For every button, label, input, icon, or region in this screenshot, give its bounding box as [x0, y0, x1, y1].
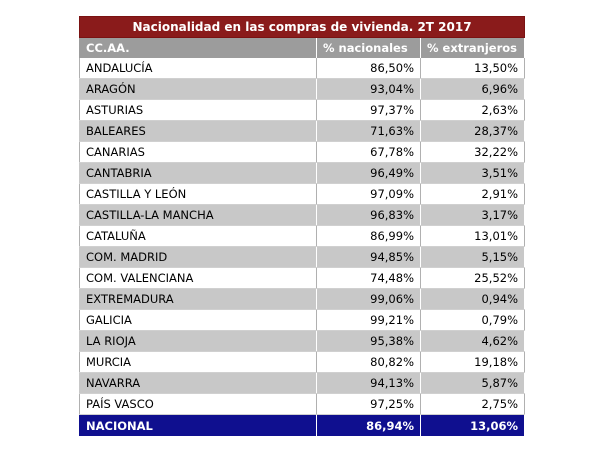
- nacionales-cell: 94,13%: [317, 373, 421, 394]
- nacionales-cell: 96,49%: [317, 163, 421, 184]
- nacionales-cell: 95,38%: [317, 331, 421, 352]
- nacionales-cell: 86,99%: [317, 226, 421, 247]
- nacionales-cell: 94,85%: [317, 247, 421, 268]
- region-cell: ANDALUCÍA: [80, 58, 317, 79]
- region-cell: CATALUÑA: [80, 226, 317, 247]
- table-row: [80, 331, 525, 352]
- region-cell: COM. MADRID: [80, 247, 317, 268]
- total-extranjeros: 13,06%: [421, 415, 525, 437]
- table-row: [80, 310, 525, 331]
- nacionales-cell: 86,50%: [317, 58, 421, 79]
- region-cell: BALEARES: [80, 121, 317, 142]
- table-row: [80, 163, 525, 184]
- table-row: [80, 205, 525, 226]
- nacionales-cell: 67,78%: [317, 142, 421, 163]
- nacionales-cell: 74,48%: [317, 268, 421, 289]
- nacionales-cell: 97,37%: [317, 100, 421, 121]
- extranjeros-cell: 2,75%: [421, 394, 525, 415]
- region-cell: ARAGÓN: [80, 79, 317, 100]
- region-cell: CASTILLA Y LEÓN: [80, 184, 317, 205]
- extranjeros-cell: 13,01%: [421, 226, 525, 247]
- region-cell: CANARIAS: [80, 142, 317, 163]
- extranjeros-cell: 19,18%: [421, 352, 525, 373]
- extranjeros-cell: 13,50%: [421, 58, 525, 79]
- table-row: [80, 373, 525, 394]
- extranjeros-cell: 0,79%: [421, 310, 525, 331]
- table-body: [80, 58, 525, 415]
- table-row: [80, 289, 525, 310]
- nacionales-cell: 97,09%: [317, 184, 421, 205]
- region-cell: EXTREMADURA: [80, 289, 317, 310]
- column-header-region: CC.AA.: [80, 38, 317, 59]
- table-row: [80, 394, 525, 415]
- region-cell: CASTILLA-LA MANCHA: [80, 205, 317, 226]
- extranjeros-cell: 2,63%: [421, 100, 525, 121]
- nacionales-cell: 71,63%: [317, 121, 421, 142]
- region-cell: GALICIA: [80, 310, 317, 331]
- table-row: [80, 121, 525, 142]
- total-region: NACIONAL: [80, 415, 317, 437]
- table-row: [80, 100, 525, 121]
- extranjeros-cell: 28,37%: [421, 121, 525, 142]
- extranjeros-cell: 5,87%: [421, 373, 525, 394]
- data-table-container: [79, 16, 524, 436]
- extranjeros-cell: 3,51%: [421, 163, 525, 184]
- extranjeros-cell: 5,15%: [421, 247, 525, 268]
- table-row: [80, 142, 525, 163]
- table-title: Nacionalidad en las compras de vivienda. 2T 2017: [80, 17, 525, 38]
- total-nacionales: 86,94%: [317, 415, 421, 437]
- table-row: [80, 226, 525, 247]
- table-row: [80, 184, 525, 205]
- nacionales-cell: 93,04%: [317, 79, 421, 100]
- extranjeros-cell: 6,96%: [421, 79, 525, 100]
- table-row: [80, 268, 525, 289]
- extranjeros-cell: 3,17%: [421, 205, 525, 226]
- table-row: [80, 247, 525, 268]
- extranjeros-cell: 4,62%: [421, 331, 525, 352]
- table-row: [80, 352, 525, 373]
- column-header-nacionales: % nacionales: [317, 38, 421, 59]
- table-title-row: [80, 17, 525, 38]
- region-cell: MURCIA: [80, 352, 317, 373]
- nacionales-cell: 80,82%: [317, 352, 421, 373]
- nacionales-cell: 96,83%: [317, 205, 421, 226]
- table-row: [80, 58, 525, 79]
- region-cell: COM. VALENCIANA: [80, 268, 317, 289]
- table-row: [80, 79, 525, 100]
- nationality-table: [79, 16, 525, 436]
- nacionales-cell: 97,25%: [317, 394, 421, 415]
- total-row: [80, 415, 525, 437]
- region-cell: CANTABRIA: [80, 163, 317, 184]
- region-cell: LA RIOJA: [80, 331, 317, 352]
- column-header-extranjeros: % extranjeros: [421, 38, 525, 59]
- region-cell: NAVARRA: [80, 373, 317, 394]
- extranjeros-cell: 25,52%: [421, 268, 525, 289]
- extranjeros-cell: 2,91%: [421, 184, 525, 205]
- column-header-row: [80, 38, 525, 59]
- extranjeros-cell: 0,94%: [421, 289, 525, 310]
- nacionales-cell: 99,21%: [317, 310, 421, 331]
- region-cell: PAÍS VASCO: [80, 394, 317, 415]
- extranjeros-cell: 32,22%: [421, 142, 525, 163]
- region-cell: ASTURIAS: [80, 100, 317, 121]
- nacionales-cell: 99,06%: [317, 289, 421, 310]
